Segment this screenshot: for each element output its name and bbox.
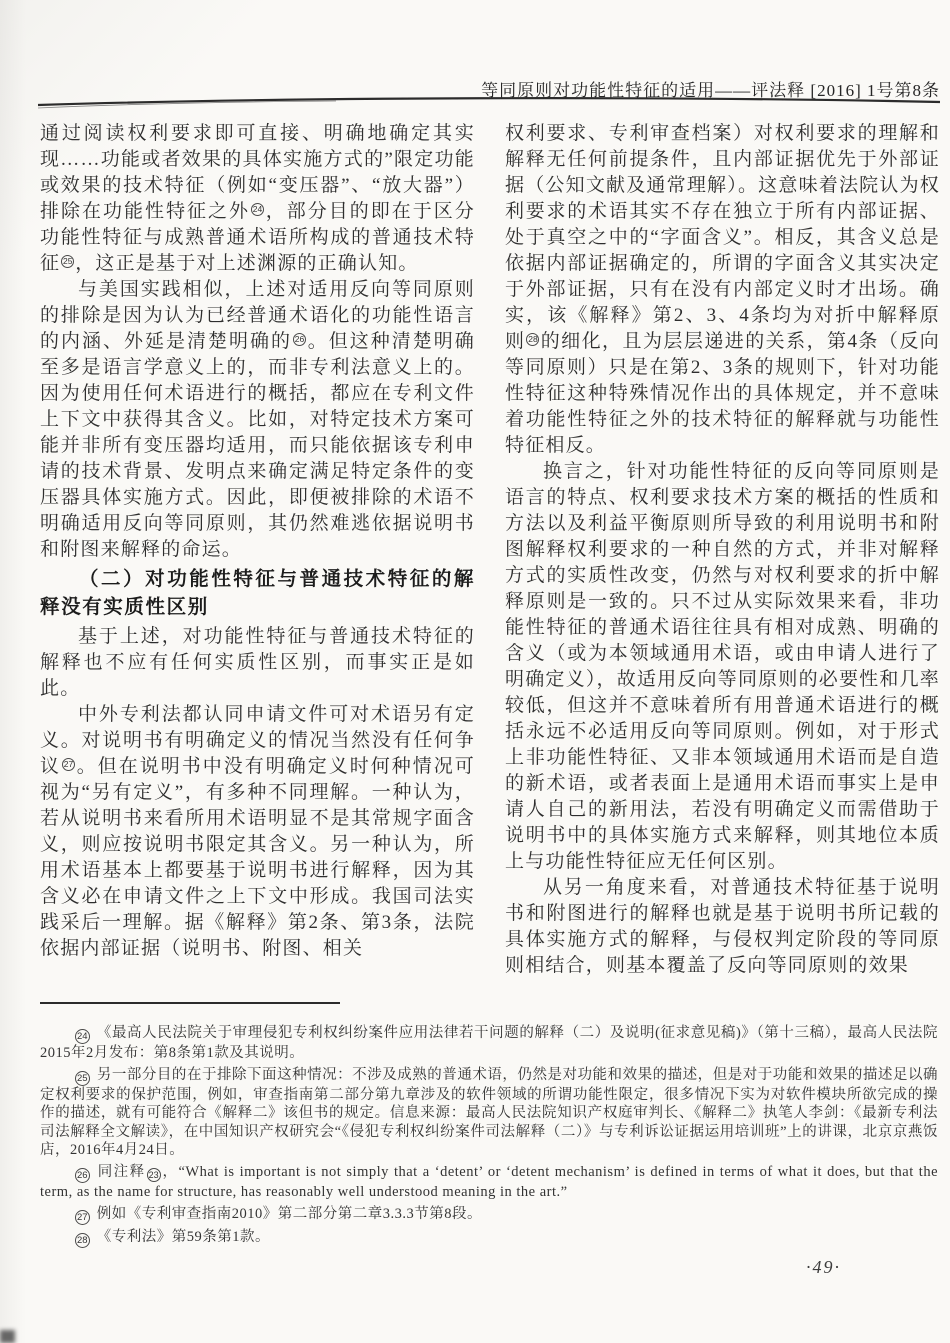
section-heading: （二）对功能性特征与普通技术特征的解释没有实质性区别: [40, 569, 475, 618]
body-paragraph: 换言之，针对功能性特征的反向等同原则是语言的特点、权利要求技术方案的概括的性质和方法以及利益平衡原则所导致的利用说明书和附图解释权利要求的一种自然的方式，并非对解释方式的实质性改变，仍然与对权利要求的折中解释原则是一致的。只不过从实际效果来看，非功能性特征的普通术语往往具有相对成熟、明确的含义（或为本领域通用术语，或由申请人进行了明确定义），故适用反向等同原则的必要性和几率较低，但这并不意味着所有用普通术语进行的概括永远不必适用反向等同原则。例如，对于形式上非功能性特征、又非本领域通用术语而是自造的新术语，或者表面上是通用术语而事实上是申请人自己的新用法，若没有明确定义而需借助于说明书中的具体实施方式来解释，则其地位本质上与功能性特征应无任何区别。: [505, 461, 940, 872]
body-paragraph: 中外专利法都认同申请文件可对术语另有定义。对说明书有明确定义的情况当然没有任何争议 $^{27}$ 。但在说明书中没有明确定义时何种情况可视为“另有定义”，有多种不同理解。一种认为，若从说明书来看所用术语明显不是其常规字面含义，则应按说明书限定其含义。另一种认为，所用术语基本上都要基于说明书进行解释，因为其含义必在申请文件之上下文中形成。我国司法实践采后一理解。据《解释》第2条、第3条，法院依据内部证据（说明书、附图、相关: [40, 704, 475, 959]
footnote-ref: 27: [63, 759, 74, 769]
footnote-24: 24 《最高人民法院关于审理侵犯专利权纠纷案件应用法律若干问题的解释（二）及说明(征求意见稿)》（第十三稿），最高人民法院2015年2月发布：第8条第1款及其说明。: [40, 1025, 938, 1061]
footnote-28: 28 《专利法》第59条第1款。: [40, 1228, 938, 1248]
footnote-marker: 28: [75, 1233, 90, 1248]
footnote-marker: 24: [75, 1029, 90, 1044]
footnote-ref: 25: [62, 256, 73, 266]
footnotes-block: [40, 1024, 938, 1251]
left-column: [40, 121, 475, 979]
body-paragraph: 通过阅读权利要求即可直接、明确地确定其实现……功能或者效果的具体实施方式的”限定功能或效果的技术特征（例如“变压器”、“放大器”）排除在功能性特征之外 $^{24}$ ，部分目的即在于区分功能性特征与成熟普通术语所构成的普通技术特征 $^{25}$ ，这正是基于对上述渊源的正确认知。: [40, 123, 475, 274]
two-column-body: [40, 121, 940, 979]
footnote-separator: [40, 1002, 340, 1004]
header-rule: [36, 95, 942, 111]
body-paragraph: 基于上述，对功能性特征与普通技术特征的解释也不应有任何实质性区别，而事实正是如此。: [40, 626, 475, 699]
footnote-marker: 26: [75, 1168, 90, 1183]
body-paragraph: 权利要求、专利审查档案）对权利要求的理解和解释无任何前提条件，且内部证据优先于外部证据（公知文献及通常理解）。这意味着法院认为权利要求的术语其实不存在独立于所有内部证据、处于真空之中的“字面含义”。相反，其含义总是依据内部证据确定的，所谓的字面含义其实决定于外部证据，只有在没有内部定义时才出场。确实，该《解释》第2、3、4条均为对折中解释原则 $^{28}$ 的细化，且为层层递进的关系，第4条（反向等同原则）只是在第2、3条的规则下，针对功能性特征这种特殊情况作出的具体规定，并不意味着功能性特征之外的技术特征的解释就与功能性特征相反。: [505, 123, 940, 456]
footnote-ref: 23: [148, 1169, 159, 1180]
footnote-25: 25 另一部分目的在于排除下面这种情况：不涉及成熟的普通术语，仍然是对功能和效果的描述，但是对于功能和效果的描述足以确定权利要求的保护范围，例如，审查指南第二部分第九章涉及的软件领域的所谓功能性限定，很多情况下实为对软件模块所欲完成的操作的描述，就有可能符合《解释二》该但书的规定。信息来源：最高人民法院知识产权庭审判长、《解释二》执笔人李剑：《最新专利法司法解释全文解读》，在中国知识产权研究会“《侵犯专利权纠纷案件司法解释（二）》与专利诉讼证据运用培训班”上的讲课，北京京燕饭店，2016年4月24日。: [40, 1066, 938, 1159]
footnote-marker: 27: [75, 1210, 90, 1225]
footnote-marker: 25: [75, 1071, 90, 1086]
footnote-26: 26 同注释 23 ，“What is important is not simply that a ‘detent’ or ‘detent mechanism’ is defined in terms of what it does, but that the term, as the name for structure, has reasonably well understood meaning in the art.”: [40, 1163, 939, 1200]
body-paragraph: 与美国实践相似，上述对适用反向等同原则的排除是因为认为已经普通术语化的功能性语言的内涵、外延是清楚明确的 $^{26}$ 。但这种清楚明确至多是语言学意义上的，而非专利法意义上的。因为使用任何术语进行的概括，都应在专利文件上下文中获得其含义。比如，对特定技术方案可能并非所有变压器均适用，而只能依据该专利申请的技术背景、发明点来确定满足特定条件的变压器具体实施方式。因此，即便被排除的术语不明确适用反向等同原则，其仍然难逃依据说明书和附图来解释的命运。: [40, 279, 475, 560]
footnote-27: 27 例如《专利审查指南2010》第二部分第二章3.3.3节第8段。: [40, 1205, 938, 1225]
running-head-title: 等同原则对功能性特征的适用——评法释 [2016] 1号第8条: [481, 81, 940, 100]
body-paragraph: 从另一角度来看，对普通技术特征基于说明书和附图进行的解释也就是基于说明书所记载的具体实施方式的解释，与侵权判定阶段的等同原则相结合，则基本覆盖了反向等同原则的效果: [505, 877, 940, 976]
page-number: ·49·: [806, 1257, 841, 1277]
right-column: [505, 121, 940, 979]
footnote-ref: 26: [294, 334, 305, 344]
scan-artifact: [0, 1330, 15, 1343]
footnote-ref: 28: [528, 334, 538, 344]
footnote-ref: 24: [252, 204, 263, 214]
